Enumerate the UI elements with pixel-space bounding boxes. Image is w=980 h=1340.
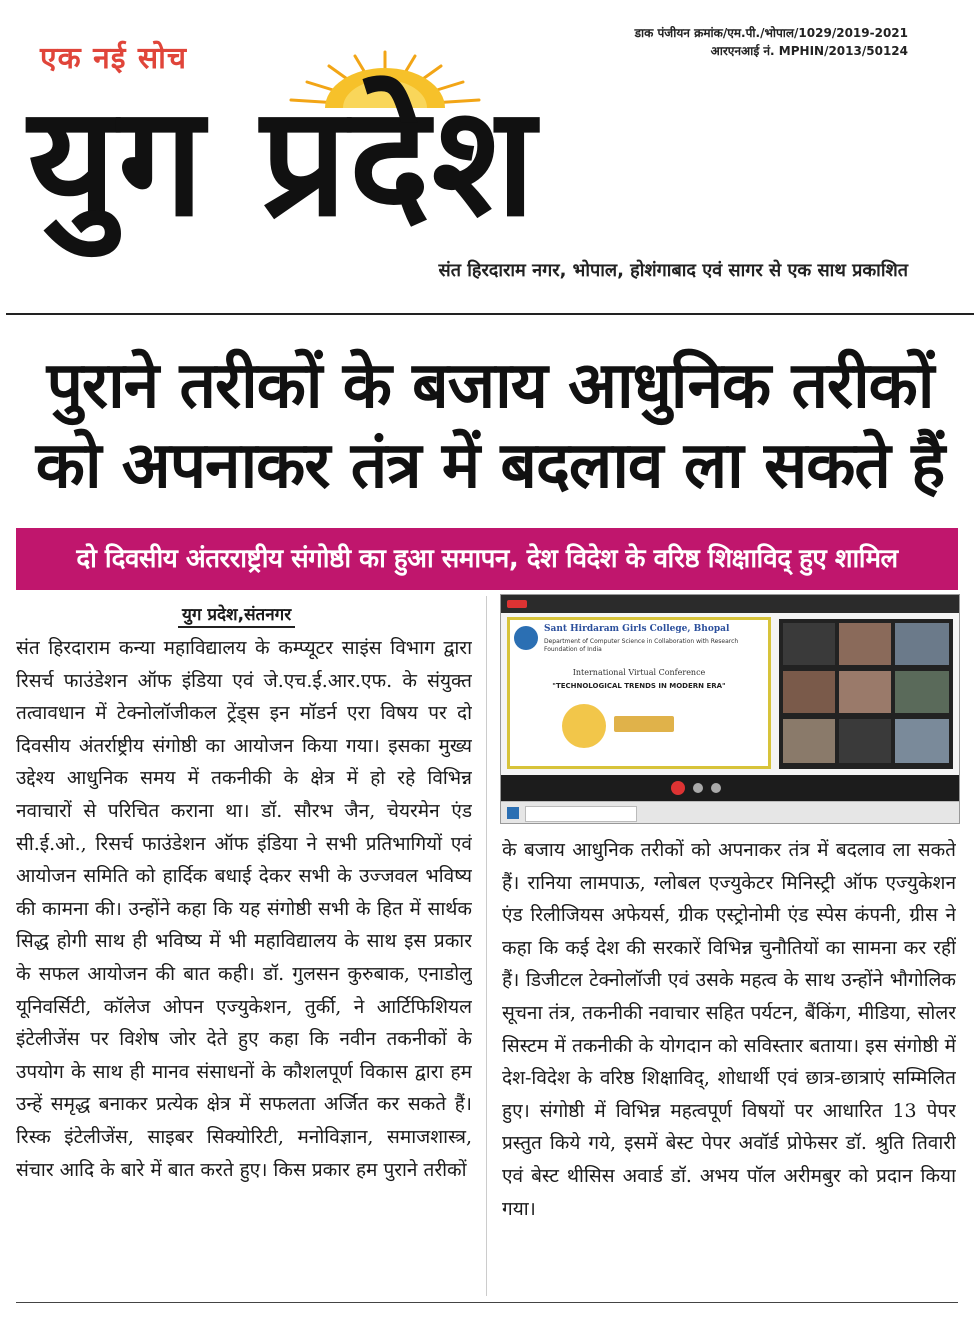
headline: [14, 346, 966, 506]
article-column-2: के बजाय आधुनिक तरीकों को अपनाकर तंत्र में बदलाव ला सकते हैं। रानिया लामपाऊ, ग्लोबल एज्युकेटर मिनिस्ट्री ऑफ एज्युकेशन एंड रिलीजियस अफेयर्स, ग्रीक एस्ट्रोनोमी एंड स्पेस कंपनी, ग्रीस ने कहा कि कई देश की सरकारें विभिन्न चुनौतियों का सामना कर रहीं हैं। डिजीटल टेक्नोलॉजी एवं उसके महत्व के साथ उन्होंने भौगोलिक सूचना तंत्र, तकनीकी नवाचार सहित पर्यटन, बैंकिंग, मीडिया, सोलर सिस्टम में तकनीकी के योगदान को सविस्तार बताया। इस संगोष्ठी में देश-विदेश के वरिष्ठ शिक्षाविद्, शोधार्थी एवं छात्र-छात्राएं सम्मिलित हुए। संगोष्ठी में विभिन्न महत्वपूर्ण विषयों पर आधारित 13 पेपर प्रस्तुत किये गये, इसमें बेस्ट पेपर अवॉर्ड प्रोफेसर डॉ. श्रुति तिवारी एवं बेस्ट थीसिस अवार्ड डॉ. अभय पॉल अरीमबुर को प्रदान किया गया।: [502, 839, 956, 1220]
headline-line-2: को अपनाकर तंत्र में बदलाव ला सकते हैं: [35, 429, 945, 503]
tagline: एक नई सोच: [40, 41, 187, 76]
slide-conference: International Virtual Conference: [572, 668, 706, 677]
byline: युग प्रदेश,संतनगर: [178, 602, 295, 628]
start-menu-icon: [507, 807, 519, 819]
masthead-divider: [6, 313, 974, 315]
participant-tile: [839, 623, 891, 665]
meeting-controls-bar: [501, 775, 959, 801]
participant-tile: [783, 719, 835, 763]
end-call-icon: [671, 781, 685, 795]
recording-icon: [507, 600, 527, 608]
participant-tile: [895, 719, 949, 763]
participant-tile: [783, 671, 835, 713]
participant-tile: [839, 671, 891, 713]
speaker-portrait: [562, 704, 606, 748]
participant-tile: [783, 623, 835, 665]
slide-department: Department of Computer Science in Collaboration with Research Foundation of India: [544, 638, 739, 653]
speaker-nameplate: [614, 716, 674, 732]
participant-tile: [839, 719, 891, 763]
shared-screen-slide: [507, 617, 771, 769]
subheadline-strap: दो दिवसीय अंतरराष्ट्रीय संगोष्ठी का हुआ समापन, देश विदेश के वरिष्ठ शिक्षाविद् हुए शामिल: [16, 528, 958, 590]
windows-taskbar: [501, 801, 959, 824]
article-column-1: संत हिरदाराम कन्या महाविद्यालय के कम्प्यूटर साइंस विभाग द्वारा रिसर्च फाउंडेशन ऑफ इंडिया एवं जे.एच.ई.आर.एफ. के संयुक्त तत्वावधान में टेक्नोलॉजीकल ट्रेंड्स इन मॉडर्न एरा विषय पर दो दिवसीय अंतर्राष्ट्रीय संगोष्ठी का आयोजन किया गया। इसका मुख्य उद्देश्य आधुनिक समय में तकनीकी के क्षेत्र में हो रहे विभिन्न नवाचारों से परिचित कराना था। डॉ. सौरभ जैन, चेयरमेन एंड सी.ई.ओ., रिसर्च फाउंडेशन ऑफ इंडिया ने सभी प्रतिभागियों एवं आयोजन समिति को हार्दिक बधाई देकर सभी के उज्जवल भविष्य की कामना की। उन्होंने कहा कि यह संगोष्ठी सभी के हित में सार्थक सिद्ध होगी साथ ही भविष्य में भी महाविद्यालय के साथ इस प्रकार के सफल आयोजन की बात कही। डॉ. गुलसन कुरुबाक, एनाडोलु यूनिवर्सिटी, कॉलेज ओपन एज्युकेशन, तुर्की, ने आर्टिफिशियल इंटेलीजेंस पर विशेष जोर देते हुए कहा कि नवीन तकनीकों के उपयोग के साथ ही मानव संसाधनों के कौशलपूर्ण विकास द्वारा हम उन्हें समृद्ध बनाकर प्रत्येक क्षेत्र में सफलता अर्जित कर सकते हैं। रिस्क इंटेलीजेंस, साइबर सिक्योरिटी, मनोविज्ञान, समाजशास्त्र, संचार आदि के बारे में बात करते हुए। किस प्रकार हम पुराने तरीकों: [16, 637, 472, 1181]
participant-grid: [779, 619, 953, 769]
taskbar-search-box: [525, 806, 637, 822]
newspaper-masthead: युग प्रदेश: [28, 73, 538, 250]
video-call-titlebar: [501, 595, 959, 613]
microphone-icon: [693, 783, 703, 793]
camera-icon: [711, 783, 721, 793]
participant-tile: [895, 623, 949, 665]
editions-line: संत हिरदाराम नगर, भोपाल, होशंगाबाद एवं सागर से एक साथ प्रकाशित: [438, 260, 908, 281]
column-divider: [486, 596, 487, 1296]
slide-theme: "TECHNOLOGICAL TRENDS IN MODERN ERA": [552, 682, 726, 690]
participant-tile: [895, 671, 949, 713]
headline-line-1: पुराने तरीकों के बजाय आधुनिक तरीकों: [46, 349, 934, 423]
conference-photo: [500, 594, 960, 824]
slide-college-name: Sant Hirdaram Girls College, Bhopal: [544, 624, 730, 634]
registration-line-2: आरएनआई नं. MPHIN/2013/50124: [710, 44, 908, 58]
article-bottom-rule: [16, 1302, 958, 1303]
registration-line-1: डाक पंजीयन क्रमांक/एम.पी./भोपाल/1029/2019-2021: [634, 26, 908, 40]
registration-info: [635, 24, 908, 60]
college-logo-icon: [514, 626, 538, 650]
